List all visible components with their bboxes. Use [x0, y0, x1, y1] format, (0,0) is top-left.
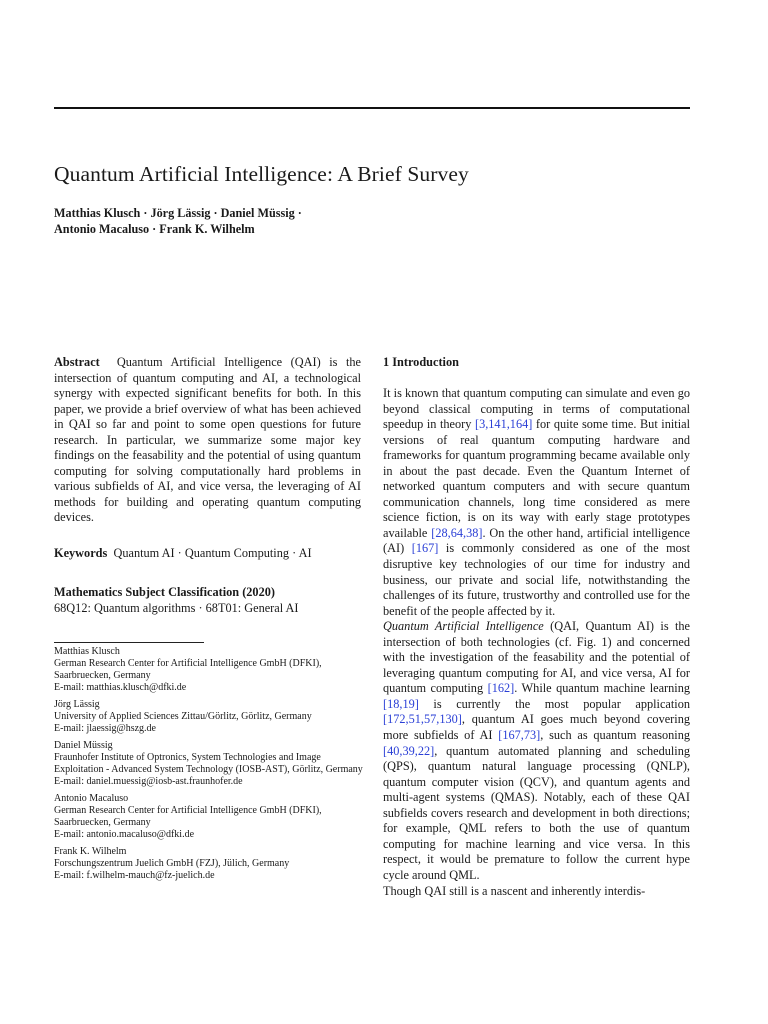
affiliations [54, 646, 364, 887]
text-run: It is known that quantum computing can simulate and even go beyond classical computing in terms of computational speedup in theory [383, 386, 690, 432]
text-run: , quantum AI goes much beyond covering more subfields of AI [383, 712, 690, 743]
citation-link[interactable]: [28,64,38] [431, 525, 483, 540]
affiliation-name: Matthias Klusch [54, 646, 120, 657]
citation-link[interactable]: [172,51,57,130] [383, 712, 462, 727]
text-run: (QAI, Quantum AI) is the intersection of both technologies (cf. Fig. 1) and concerned with the investigation of the feasability and the potential of leveraging quantum computing for AI, and vice versa, AI for quantum computing [383, 619, 690, 696]
affiliation-entry [54, 846, 364, 882]
affiliation-entry [54, 740, 364, 788]
citation-link[interactable]: [18,19] [383, 696, 419, 711]
affiliation-email: E-mail: antonio.macaluso@dfki.de [54, 829, 195, 840]
citation-link[interactable]: [3,141,164] [474, 417, 533, 432]
citation-link[interactable]: [167,73] [498, 728, 541, 743]
emphasis-term: Quantum Artificial Intelligence [383, 619, 544, 634]
authors-line: Antonio Macaluso · Frank K. Wilhelm [54, 222, 255, 236]
keywords [54, 546, 361, 562]
keywords-text: Quantum AI · Quantum Computing · AI [113, 546, 312, 560]
msc-text: 68Q12: Quantum algorithms · 68T01: General AI [54, 600, 299, 615]
affiliation-email: E-mail: f.wilhelm-mauch@fz-juelich.de [54, 870, 215, 881]
affiliation-email: E-mail: jlaessig@hszg.de [54, 723, 156, 734]
affiliation-name: Jörg Lässig [54, 699, 100, 710]
affiliation-org: Forschungszentrum Juelich GmbH (FZJ), Jülich, Germany [54, 858, 290, 869]
affiliation-name: Frank K. Wilhelm [54, 846, 127, 857]
text-run: is currently the most popular application [418, 696, 690, 711]
authors-line: Matthias Klusch · Jörg Lässig · Daniel Müssig · [54, 206, 302, 220]
abstract-heading: Abstract [54, 355, 100, 369]
affiliation-email: E-mail: daniel.muessig@iosb-ast.fraunhofer.de [54, 776, 243, 787]
affiliation-name: Daniel Müssig [54, 740, 113, 751]
affiliation-entry [54, 699, 364, 735]
affiliation-email: E-mail: matthias.klusch@dfki.de [54, 682, 187, 693]
affiliation-entry [54, 646, 364, 694]
citation-link[interactable]: [167] [411, 541, 439, 556]
intro-paragraph: Though QAI still is a nascent and inherently interdis- [383, 883, 646, 898]
header-rule [54, 107, 690, 109]
text-run: is commonly considered as one of the most disruptive key technologies of our time for industry and business, our private and social life, notwithstanding the challenges of its future, trustworthy and controlled use for the benefit of the people affected by it. [383, 541, 690, 618]
text-run: . While quantum machine learning [514, 681, 691, 696]
intro-paragraph [383, 619, 690, 883]
affiliation-org: German Research Center for Artificial Intelligence GmbH (DFKI), Saarbruecken, Germany [54, 658, 325, 681]
citation-link[interactable]: [162] [487, 681, 515, 696]
abstract [54, 355, 361, 526]
intro-paragraph [383, 386, 690, 619]
introduction-body [383, 386, 690, 899]
text-run: , quantum automated planning and scheduling (QPS), quantum natural language processing (QNLP), quantum computer vision (QCV), and quantum agents and multi-agent systems (QMAS). Notably, each of these QAI subfields covers research and development in both directions; for example, QML refers to both the use of quantum computing for machine learning and vice versa. In this respect, it would be premature to follow the current hype cycle around QML. [383, 743, 690, 882]
affiliation-org: German Research Center for Artificial Intelligence GmbH (DFKI), Saarbruecken, Germany [54, 805, 325, 828]
affiliation-org: Fraunhofer Institute of Optronics, System Technologies and Image Exploitation - Advanced System Technology (IOSB-AST), Görlitz, Germany [54, 752, 363, 775]
affiliation-org: University of Applied Sciences Zittau/Görlitz, Görlitz, Germany [54, 711, 312, 722]
citation-link[interactable]: [40,39,22] [383, 743, 435, 758]
section-heading-introduction: 1 Introduction [383, 355, 459, 369]
text-run: for quite some time. But initial versions of real quantum computing hardware and frameworks for quantum programming became available only in about the past decade. Even the Quantum Internet of networked quantum computers and with secure quantum communication channels, long time considered as mere science fiction, is on its way with early stage prototypes available [383, 417, 691, 540]
footnote-rule [54, 642, 204, 643]
keywords-heading: Keywords [54, 546, 108, 560]
msc-heading: Mathematics Subject Classification (2020) [54, 585, 275, 599]
author-list [54, 205, 302, 237]
text-run: . On the other hand, artificial intelligence (AI) [383, 525, 691, 556]
msc-classification [54, 585, 361, 616]
affiliation-entry [54, 793, 364, 841]
paper-title: Quantum Artificial Intelligence: A Brief Survey [54, 162, 469, 186]
text-run: , such as quantum reasoning [540, 728, 690, 743]
affiliation-name: Antonio Macaluso [54, 793, 129, 804]
abstract-text: Quantum Artificial Intelligence (QAI) is the intersection of quantum computing and AI, a technological synergy with expected significant benefits for both. In this paper, we provide a brief overview of what has been achieved in QAI so far and point to some open questions for future research. In particular, we summarize some major key findings on the feasability and the potential of using quantum computing for solving computationally hard problems in various subfields of AI, and vice versa, the leveraging of AI methods for building and operating quantum computing devices. [54, 355, 361, 525]
